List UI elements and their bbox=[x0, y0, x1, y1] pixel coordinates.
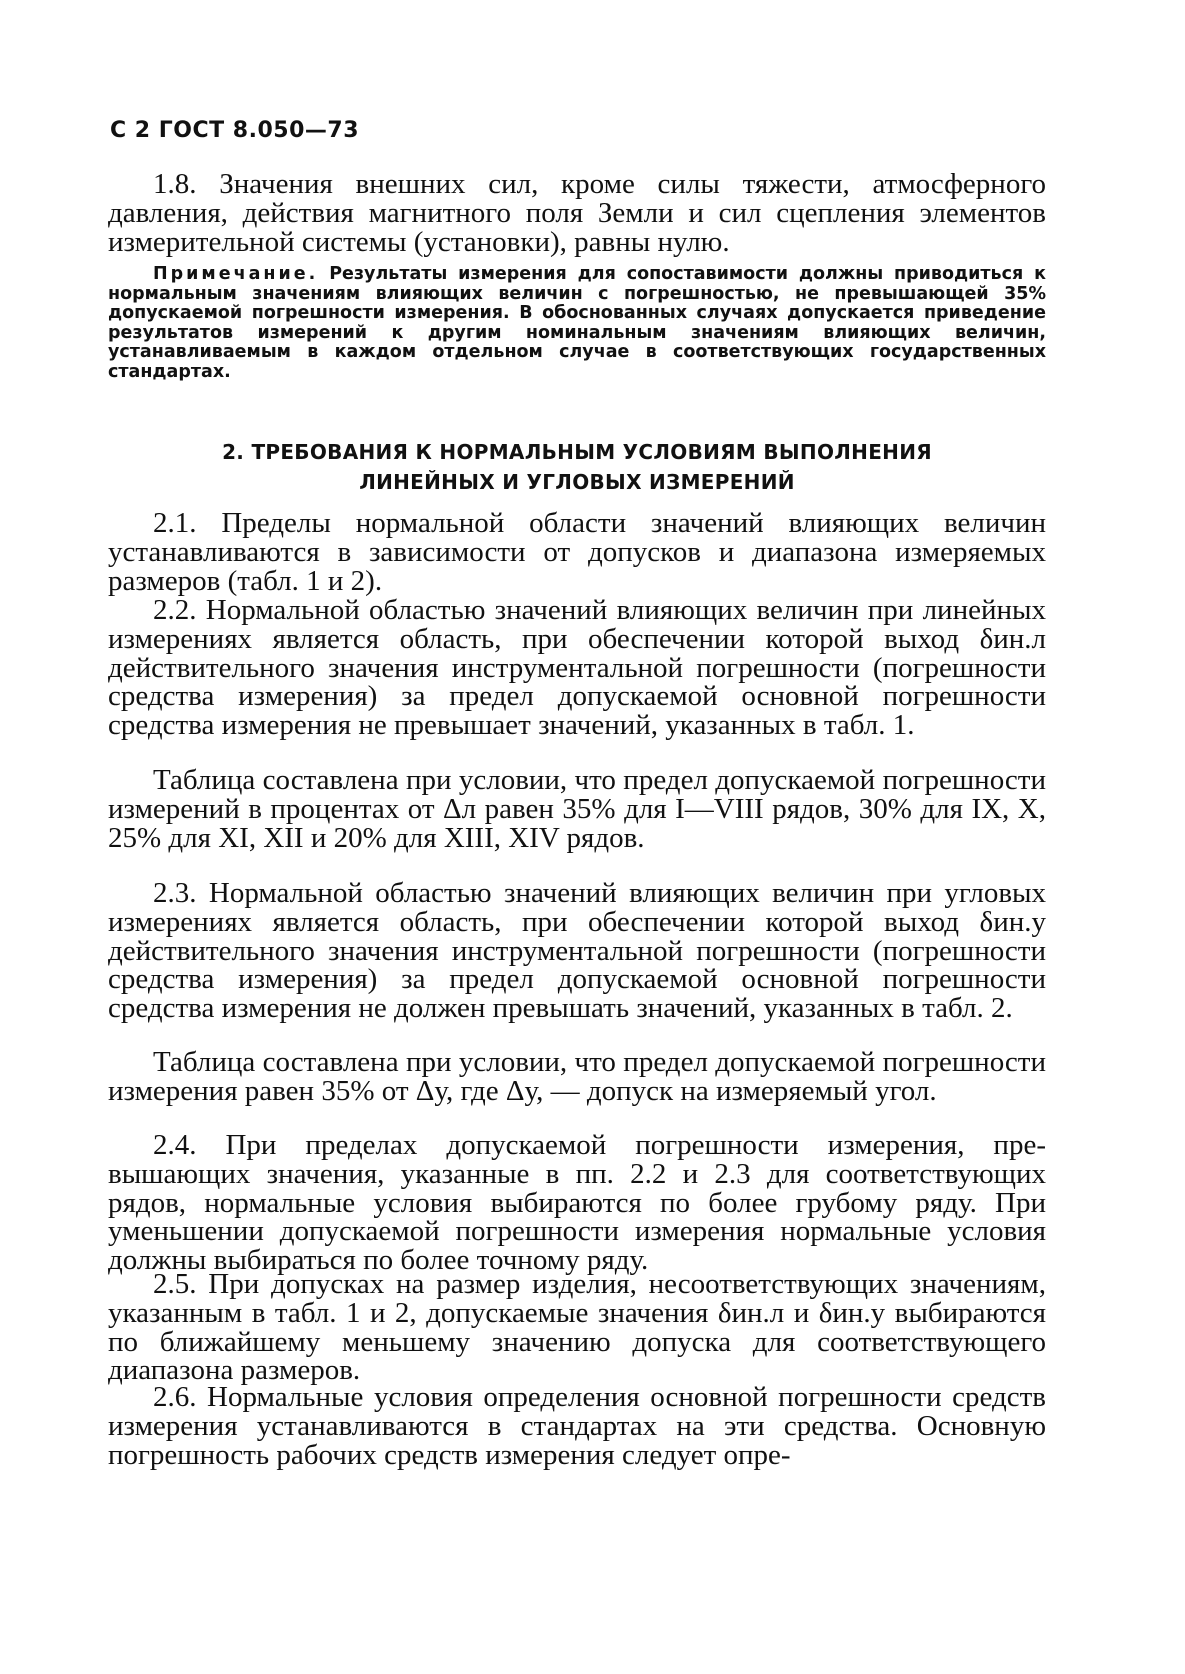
paragraph-2-4-text: 2.4. При пределах допускаемой погрешности измерения, превышающих значения, указанные в пп. 2.2 и 2.3 для соответствующих рядов, нормальные условия выбираются по более грубому ряду. При уменьшении допускаемой погрешности измерения нормальные условия должны выбираться по более точному ряду. bbox=[108, 1129, 1046, 1277]
paragraph-2-3 bbox=[108, 879, 1046, 1023]
paragraph-2-2-table-note-text: Таблица составлена при условии, что предел допускаемой погрешности измерений в процентах от Δл равен 35% для I—VIII рядов, 30% для IX, X, 25% для XI, XII и 20% для XIII, XIV рядов. bbox=[108, 764, 1046, 854]
note-block bbox=[108, 265, 1046, 383]
paragraph-2-2-text: 2.2. Нормальной областью значений влияющих величин при линейных измерениях является область, при обеспечении которой выход δин.л действительного значения инструментальной погрешности (погрешности средства измерения) за предел допускаемой основной погрешности средства измерения не превышает значений, указанных в табл. 1. bbox=[108, 594, 1046, 742]
paragraph-2-2-table-note bbox=[108, 766, 1046, 852]
section-2-heading bbox=[108, 437, 1046, 497]
section-2-title-line-2: ЛИНЕЙНЫХ И УГЛОВЫХ ИЗМЕРЕНИЙ bbox=[359, 470, 795, 494]
paragraph-2-3-table-note-text: Таблица составлена при условии, что предел допускаемой погрешности измерения равен 35% от Δу, где Δу, — допуск на измеряемый угол. bbox=[108, 1046, 1046, 1107]
section-2-title-line-1: 2. ТРЕБОВАНИЯ К НОРМАЛЬНЫМ УСЛОВИЯМ ВЫПОЛНЕНИЯ bbox=[222, 440, 932, 464]
paragraph-2-1-text: 2.1. Пределы нормальной области значений влияющих величин устанавливаются в зависимости от допусков и диапазона измеряемых размеров (табл. 1 и 2). bbox=[108, 507, 1046, 597]
note-paragraph bbox=[108, 265, 1046, 383]
running-head: С 2 ГОСТ 8.050—73 bbox=[110, 118, 360, 143]
paragraph-2-5 bbox=[108, 1270, 1046, 1385]
paragraph-2-2 bbox=[108, 596, 1046, 740]
paragraph-1-8-text: 1.8. Значения внешних сил, кроме силы тяжести, атмосферного давления, действия магнитного поля Земли и сил сцепления элементов измерительной системы (установки), равны нулю. bbox=[108, 168, 1046, 258]
note-text: Результаты измерения для сопоставимости должны приводиться к нормальным значениям влияющих величин с погрешностью, не превышающей 35% допускаемой погрешности измерения. В обоснованных случаях допускается приведение результатов измерений к другим номинальным значениям влияющих величин, устанавливаемым в каждом отдельном случае в соответствующих государственных стандартах. bbox=[108, 264, 1046, 382]
paragraph-2-3-table-note bbox=[108, 1048, 1046, 1106]
paragraph-2-6 bbox=[108, 1383, 1046, 1469]
note-label: Примечание. bbox=[153, 264, 319, 284]
paragraph-2-4 bbox=[108, 1131, 1046, 1275]
paragraph-1-8 bbox=[108, 170, 1046, 256]
paragraph-2-5-text: 2.5. При допусках на размер изделия, несоответствующих значениям, указанным в табл. 1 и 2, допускаемые значения δин.л и δин.у выбираются по ближайшему меньшему значению допуска для соответствующего диапазона размеров. bbox=[108, 1268, 1046, 1387]
paragraph-2-6-text: 2.6. Нормальные условия определения основной погрешности средств измерения устанавливаются в стандартах на эти средства. Основную погрешность рабочих средств измерения следует опре- bbox=[108, 1381, 1046, 1471]
paragraph-2-1 bbox=[108, 509, 1046, 595]
paragraph-2-3-text: 2.3. Нормальной областью значений влияющих величин при угловых измерениях является область, при обеспечении которой выход δин.у действительного значения инструментальной погрешности (погрешности средства измерения) за предел допускаемой основной погрешности средства измерения не должен превышать значений, указанных в табл. 2. bbox=[108, 877, 1046, 1025]
